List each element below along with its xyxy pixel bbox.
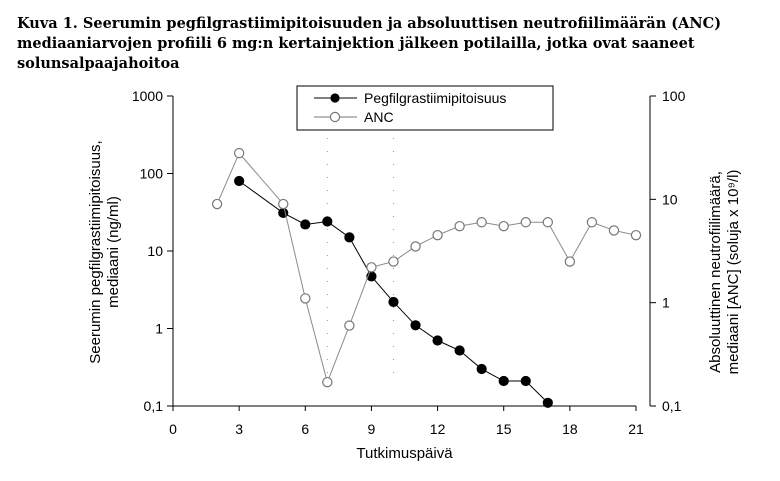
x-tick-label: 6: [301, 421, 310, 437]
series-line: [217, 153, 636, 382]
data-point: [235, 176, 244, 185]
data-point: [279, 199, 288, 208]
data-point: [455, 222, 464, 231]
data-point: [323, 378, 332, 387]
data-point: [345, 233, 354, 242]
x-tick-label: 9: [367, 421, 376, 437]
data-point: [631, 231, 640, 240]
x-tick-label: 3: [235, 421, 244, 437]
legend-marker: [330, 112, 339, 121]
y-left-tick-label: 1000: [131, 88, 163, 104]
y-right-tick-label: 100: [662, 88, 686, 104]
x-tick-label: 15: [495, 421, 512, 437]
x-tick-label: 12: [429, 421, 446, 437]
y-axis-right-title-line: Absoluuttinen neutrofiilimäärä,: [707, 171, 724, 373]
y-right-tick-label: 0,1: [662, 398, 682, 414]
data-point: [411, 242, 420, 251]
data-point: [345, 321, 354, 330]
data-point: [212, 199, 221, 208]
chart-axes: [87, 88, 742, 462]
legend: [297, 86, 553, 130]
figure-caption: Kuva 1. Seerumin pegfilgrastiimipitoisuuden ja absoluuttisen neutrofiilimäärän (ANC) mediaaniarvojen profiili 6 mg:n kertainjektion jälkeen potilailla, jotka ovat saaneet solunsalpaajahoitoa: [17, 15, 722, 72]
data-point: [499, 376, 508, 385]
data-point: [499, 222, 508, 231]
data-point: [565, 257, 574, 266]
y-axis-left-title: [87, 140, 122, 363]
data-point: [389, 297, 398, 306]
data-point: [301, 294, 310, 303]
data-point: [587, 218, 596, 227]
data-point: [521, 218, 530, 227]
legend-label: ANC: [364, 109, 394, 125]
data-point: [235, 149, 244, 158]
legend-marker: [330, 93, 339, 102]
data-point: [477, 218, 486, 227]
data-point: [521, 376, 530, 385]
data-point: [433, 231, 442, 240]
y-right-tick-label: 10: [662, 191, 678, 208]
y-left-tick-label: 10: [147, 243, 163, 259]
y-left-tick-label: 100: [139, 165, 163, 182]
data-point: [411, 321, 420, 330]
data-point: [389, 257, 398, 266]
data-point: [301, 220, 310, 229]
y-left-tick-label: 1: [155, 320, 163, 337]
legend-label: Pegfilgrastiimipitoisuus: [364, 90, 507, 106]
x-tick-label: 18: [562, 421, 578, 437]
data-point: [477, 364, 486, 373]
y-right-tick-label: 1: [662, 294, 670, 311]
series-layer: [212, 149, 640, 408]
data-point: [455, 346, 464, 355]
y-left-tick-label: 0,1: [143, 398, 163, 414]
y-axis-right-title: [707, 170, 742, 375]
data-point: [609, 226, 618, 235]
data-point: [323, 217, 332, 226]
y-axis-right-title-line: mediaani [ANC] (soluja x 10⁹/l): [725, 169, 742, 375]
data-point: [367, 263, 376, 272]
x-tick-label: 21: [628, 421, 644, 437]
y-axis-left-title-line: mediaani (ng/ml): [105, 196, 122, 308]
reference-lines: [327, 138, 393, 380]
y-axis-left-title-line: Seerumin pegfilgrastiimipitoisuus,: [87, 140, 104, 364]
data-point: [433, 336, 442, 345]
data-point: [543, 398, 552, 407]
x-tick-label: 0: [169, 421, 177, 437]
x-axis-title: Tutkimuspäivä: [356, 445, 453, 462]
data-point: [543, 218, 552, 227]
